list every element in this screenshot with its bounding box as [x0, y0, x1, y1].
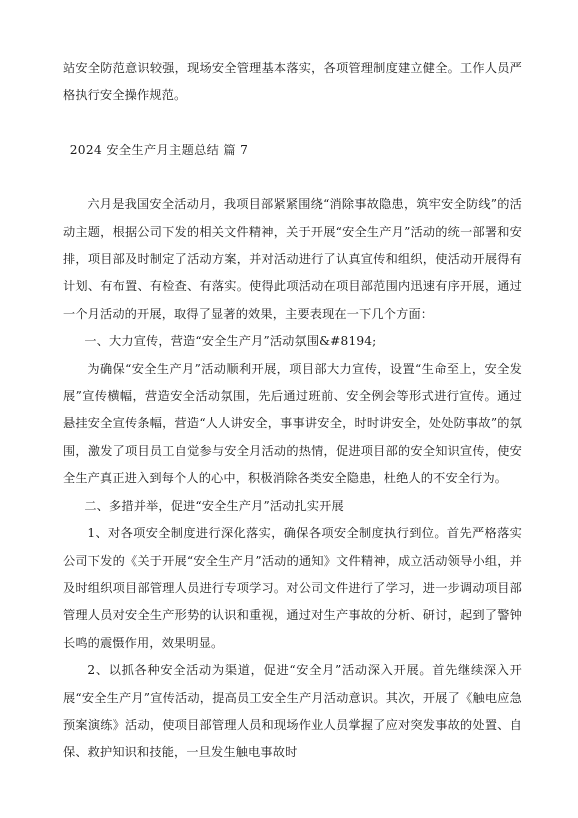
section-heading: 2024 安全生产月主题总结 篇 7 [69, 142, 249, 157]
paragraph-publicity: 为确保“安全生产月”活动顺利开展，项目部大力宣传，设置“生命至上，安全发展”宣传横幅，营造安全活动氛围，先后通过班前、安全例会等形式进行宣传。通过悬挂安全宣传条幅，营造“人人讲安全，事事讲安全，时时讲安全，处处防事故”的氛围，激发了项目员工自觉参与安全月活动的热情，促进项目部的安全知识宣传，使安全生产真正进入到每个人的心中，积极消除各类安全隐患，杜绝人的不安全行为。 [63, 361, 522, 486]
paragraph-item-2: 2、以抓各种安全活动为渠道，促进“安全月”活动深入开展。首先继续深入开展“安全生产月”宣传活动，提高员工安全生产月活动意识。其次，开展了《触电应急预案演练》活动，使项目部管理人员和现场作业人员掌握了应对突发事故的处置、自保、救护知识和技能，一旦发生触电事故时 [63, 663, 522, 760]
paragraph-continued: 站安全防范意识较强，现场安全管理基本落实，各项管理制度建立健全。工作人员严格执行安全操作规范。 [63, 61, 522, 103]
paragraph-intro: 六月是我国安全活动月，我项目部紧紧围绕“消除事故隐患，筑牢安全防线”的活动主题，根据公司下发的相关文件精神，关于开展“安全生产月”活动的统一部署和安排，项目部及时制定了活动方案，并对活动进行了认真宣传和组织，使活动开展得有计划、有布置、有检查、有落实。使得此项活动在项目部范围内迅速有序开展，通过一个月活动的开展，取得了显著的效果，主要表现在一下几个方面： [63, 197, 522, 321]
subheading-1: 一、大力宣传，营造“安全生产月”活动氛围&#8194; [84, 334, 377, 349]
subheading-2: 二、多措并举，促进“安全生产月”活动扎实开展 [84, 498, 344, 513]
paragraph-item-1: 1、对各项安全制度进行深化落实，确保各项安全制度执行到位。首先严格落实公司下发的《关于开展“安全生产月”活动的通知》文件精神，成立活动领导小组，并及时组织项目部管理人员进行专项学习。对公司文件进行了学习，进一步调动项目部管理人员对安全生产形势的认识和重视，通过对生产事故的分析、研讨，起到了警钟长鸣的震慑作用，效果明显。 [63, 526, 522, 650]
